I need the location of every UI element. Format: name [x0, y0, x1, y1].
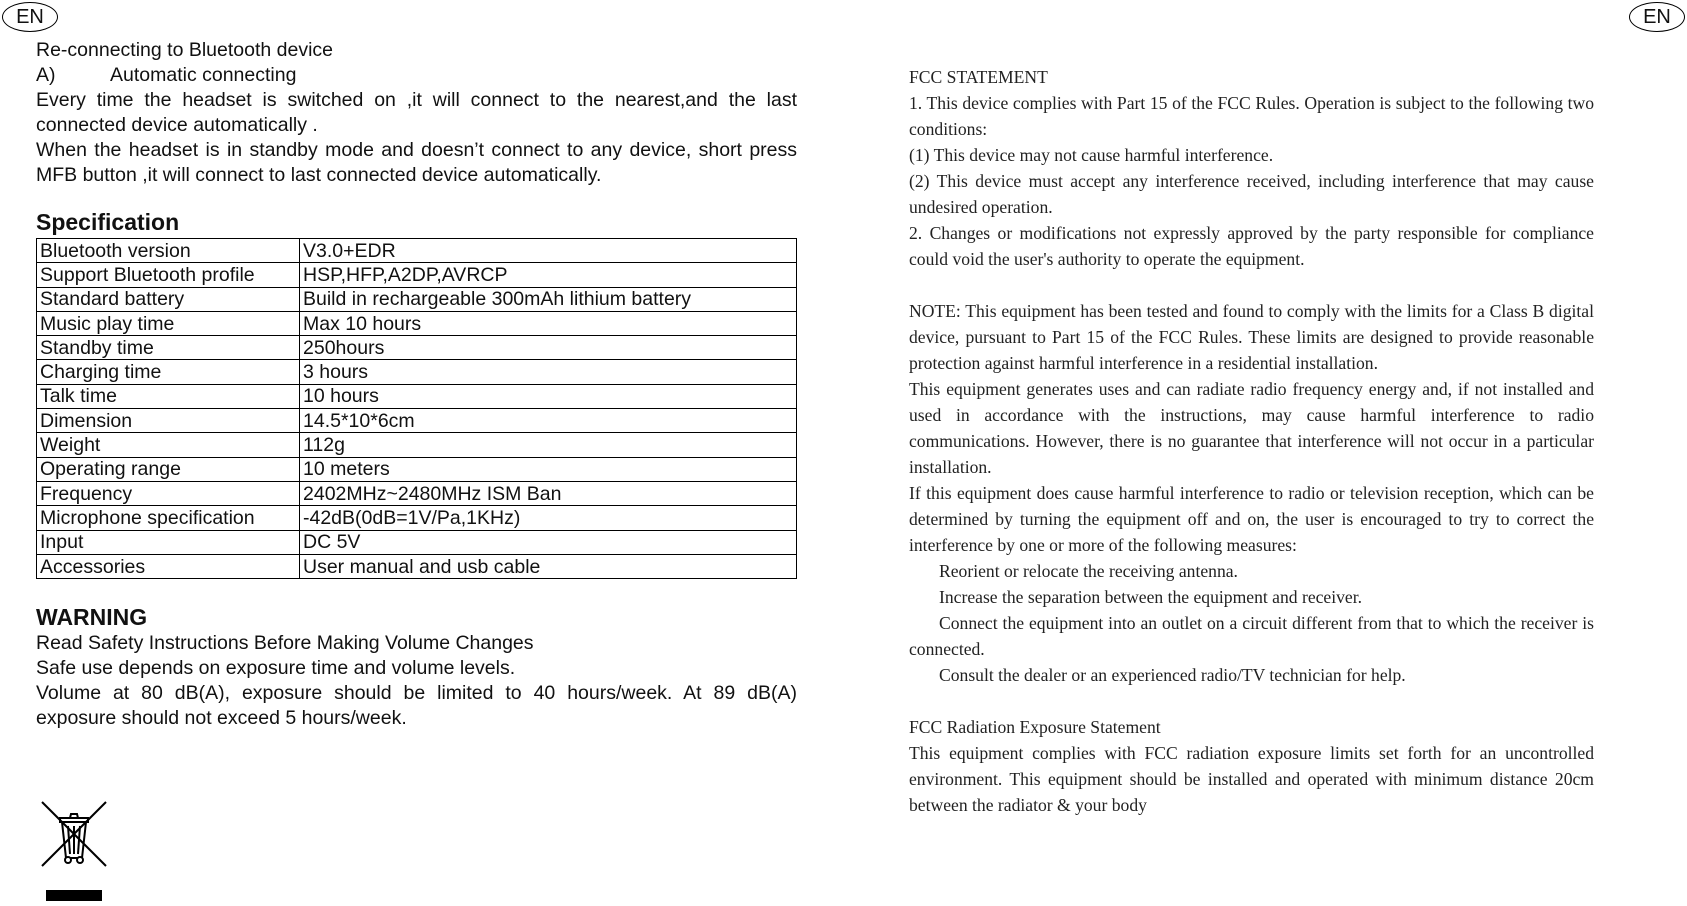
spec-value: 2402MHz~2480MHz ISM Ban: [300, 481, 797, 505]
fcc-measure-2: Increase the separation between the equipment and receiver.: [939, 587, 1363, 607]
spec-row: [37, 506, 797, 530]
language-badge-left: EN: [2, 2, 58, 32]
fcc-para-4: 2. Changes or modifications not expressly approved by the party responsible for compliance could void the user's authority to operate the equipment.: [909, 223, 1594, 269]
spec-value: V3.0+EDR: [300, 239, 797, 263]
spec-row: [37, 360, 797, 384]
spec-value: User manual and usb cable: [300, 554, 797, 578]
language-badge-right: EN: [1629, 2, 1685, 32]
spec-row: [37, 554, 797, 578]
spec-value: 3 hours: [300, 360, 797, 384]
spec-key: Dimension: [37, 409, 300, 433]
spec-value: 14.5*10*6cm: [300, 409, 797, 433]
spec-key: Accessories: [37, 554, 300, 578]
left-page: [36, 38, 797, 731]
spec-value: 250hours: [300, 336, 797, 360]
fcc-measure-3-text: Connect the equipment into an outlet on a circuit different from that to which the receiver is connected.: [909, 613, 1594, 659]
fcc-para-5: This equipment generates uses and can radiate radio frequency energy and, if not installed and used in accordance with the instructions, may cause harmful interference to radio communications. However, there is no guarantee that interference will not occur in a particular installation.: [909, 379, 1594, 477]
spacer: [909, 272, 1594, 298]
fcc-note: NOTE: This equipment has been tested and found to comply with the limits for a Class B digital device, pursuant to Part 15 of the FCC Rules. These limits are designed to provide reasonable protection against harmful interference in a residential installation.: [909, 301, 1594, 373]
spec-value: 10 hours: [300, 384, 797, 408]
spec-key: Talk time: [37, 384, 300, 408]
spec-key: Weight: [37, 433, 300, 457]
reconnect-para-2: When the headset is in standby mode and doesn’t connect to any device, short press MFB button ,it will connect to last connected device automatically.: [36, 139, 797, 186]
spec-value: 112g: [300, 433, 797, 457]
fcc-measure-3: [909, 610, 1594, 662]
specification-heading: Specification: [36, 209, 180, 235]
spec-key: Standby time: [37, 336, 300, 360]
fcc-radiation-title: FCC Radiation Exposure Statement: [909, 717, 1161, 737]
spec-value: -42dB(0dB=1V/Pa,1KHz): [300, 506, 797, 530]
fcc-measure-1: Reorient or relocate the receiving antenna.: [939, 561, 1238, 581]
spec-key: Microphone specification: [37, 506, 300, 530]
spec-row: [37, 384, 797, 408]
spec-value: HSP,HFP,A2DP,AVRCP: [300, 263, 797, 287]
spec-key: Input: [37, 530, 300, 554]
warning-line-2: Safe use depends on exposure time and volume levels.: [36, 657, 516, 680]
spec-row: [37, 336, 797, 360]
spacer: [909, 688, 1594, 714]
fcc-measure-4: Consult the dealer or an experienced radio/TV technician for help.: [939, 665, 1406, 685]
fcc-para-6: If this equipment does cause harmful interference to radio or television reception, which can be determined by turning the equipment off and on, the user is encouraged to try to correct the interference by one or more of the following measures:: [909, 483, 1594, 555]
weee-crossed-bin-icon: [40, 800, 108, 906]
spec-row: [37, 409, 797, 433]
warning-heading: WARNING: [36, 604, 148, 631]
right-page: [909, 64, 1594, 818]
auto-connect-label: A): [36, 64, 56, 86]
spec-key: Music play time: [37, 311, 300, 335]
spec-value: 10 meters: [300, 457, 797, 481]
fcc-para-3: (2) This device must accept any interference received, including interference that may cause undesired operation.: [909, 171, 1594, 217]
spec-row: [37, 311, 797, 335]
spec-value: Build in rechargeable 300mAh lithium battery: [300, 287, 797, 311]
spec-key: Frequency: [37, 481, 300, 505]
fcc-para-1: 1. This device complies with Part 15 of the FCC Rules. Operation is subject to the following two conditions:: [909, 93, 1594, 139]
specification-table: [36, 238, 797, 579]
warning-line-3: Volume at 80 dB(A), exposure should be limited to 40 hours/week. At 89 dB(A) exposure should not exceed 5 hours/week.: [36, 682, 797, 730]
reconnect-para-1: Every time the headset is switched on ,it will connect to the nearest,and the last connected device automatically .: [36, 89, 797, 136]
spec-row: [37, 263, 797, 287]
warning-line-1: Read Safety Instructions Before Making Volume Changes: [36, 632, 534, 655]
spec-row: [37, 239, 797, 263]
fcc-title: FCC STATEMENT: [909, 67, 1048, 87]
spec-key: Charging time: [37, 360, 300, 384]
fcc-para-2: (1) This device may not cause harmful interference.: [909, 145, 1274, 165]
spec-row: [37, 287, 797, 311]
auto-connect-title: Automatic connecting: [110, 64, 297, 86]
reconnect-title: Re-connecting to Bluetooth device: [36, 39, 334, 61]
auto-connect-line: [36, 63, 797, 88]
spec-value: DC 5V: [300, 530, 797, 554]
spec-row: [37, 530, 797, 554]
spec-value: Max 10 hours: [300, 311, 797, 335]
spec-row: [37, 433, 797, 457]
spec-key: Support Bluetooth profile: [37, 263, 300, 287]
spec-key: Standard battery: [37, 287, 300, 311]
fcc-radiation-text: This equipment complies with FCC radiation exposure limits set forth for an uncontrolled environment. This equipment should be installed and operated with minimum distance 20cm between the radiator & your body: [909, 743, 1594, 815]
spec-row: [37, 481, 797, 505]
spec-key: Bluetooth version: [37, 239, 300, 263]
spec-row: [37, 457, 797, 481]
spec-key: Operating range: [37, 457, 300, 481]
